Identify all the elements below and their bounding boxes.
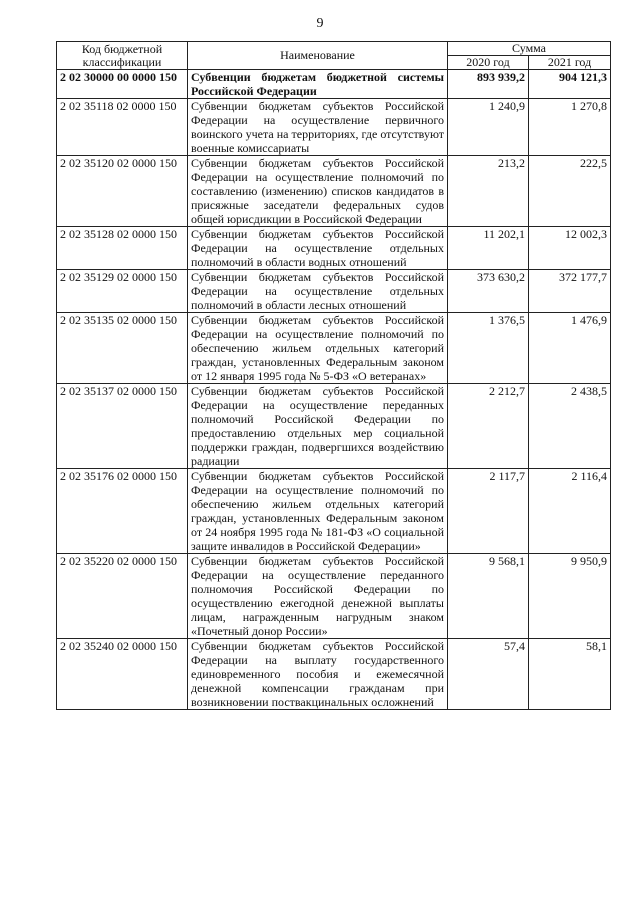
cell-code: 2 02 35118 02 0000 150	[57, 99, 188, 156]
cell-code: 2 02 35240 02 0000 150	[57, 639, 188, 710]
cell-name: Субвенции бюджетам субъектов Российской Федерации на осуществление переданного полномочия Российской Федерации по осуществлению ежегодной денежной выплаты лицам, награжденным нагрудным знаком «Почетный донор России»	[188, 554, 448, 639]
cell-amount-2021: 58,1	[529, 639, 611, 710]
cell-amount-2021: 372 177,7	[529, 270, 611, 313]
cell-name: Субвенции бюджетам субъектов Российской Федерации на выплату государственного единовременного пособия и ежемесячной денежной компенсации гражданам при возникновении поствакцинальных осложнений	[188, 639, 448, 710]
cell-name: Субвенции бюджетам субъектов Российской Федерации на осуществление переданных полномочий Российской Федерации по предоставлению отдельных мер социальной поддержки граждан, подвергшихся воздействию радиации	[188, 384, 448, 469]
cell-name: Субвенции бюджетам субъектов Российской Федерации на осуществление полномочий по составлению (изменению) списков кандидатов в присяжные заседатели федеральных судов общей юрисдикции в Российской Федерации	[188, 156, 448, 227]
cell-code: 2 02 30000 00 0000 150	[57, 70, 188, 99]
cell-code: 2 02 35129 02 0000 150	[57, 270, 188, 313]
table-header-row	[57, 42, 611, 56]
table-row	[57, 469, 611, 554]
cell-amount-2021: 1 270,8	[529, 99, 611, 156]
table-row	[57, 99, 611, 156]
cell-amount-2020: 9 568,1	[448, 554, 529, 639]
cell-amount-2020: 2 117,7	[448, 469, 529, 554]
cell-amount-2020: 11 202,1	[448, 227, 529, 270]
cell-amount-2020: 1 240,9	[448, 99, 529, 156]
table-row	[57, 227, 611, 270]
cell-name: Субвенции бюджетам субъектов Российской Федерации на осуществление отдельных полномочий в области лесных отношений	[188, 270, 448, 313]
table-row	[57, 554, 611, 639]
cell-amount-2020: 2 212,7	[448, 384, 529, 469]
cell-amount-2020: 213,2	[448, 156, 529, 227]
header-name: Наименование	[188, 42, 448, 70]
cell-amount-2020: 1 376,5	[448, 313, 529, 384]
cell-code: 2 02 35176 02 0000 150	[57, 469, 188, 554]
cell-amount-2020: 57,4	[448, 639, 529, 710]
cell-amount-2021: 12 002,3	[529, 227, 611, 270]
cell-amount-2021: 2 116,4	[529, 469, 611, 554]
cell-name: Субвенции бюджетам субъектов Российской Федерации на осуществление полномочий по обеспечению жильем отдельных категорий граждан, установленных Федеральным законом от 24 ноября 1995 года № 181-ФЗ «О социальной защите инвалидов в Российской Федерации»	[188, 469, 448, 554]
table-row	[57, 156, 611, 227]
cell-name: Субвенции бюджетам субъектов Российской Федерации на осуществление первичного воинского учета на территориях, где отсутствуют военные комиссариаты	[188, 99, 448, 156]
cell-code: 2 02 35137 02 0000 150	[57, 384, 188, 469]
cell-amount-2020: 373 630,2	[448, 270, 529, 313]
table-row	[57, 270, 611, 313]
cell-name: Субвенции бюджетам субъектов Российской Федерации на осуществление полномочий по обеспечению жильем отдельных категорий граждан, установленных Федеральным законом от 12 января 1995 года № 5-ФЗ «О ветеранах»	[188, 313, 448, 384]
cell-code: 2 02 35135 02 0000 150	[57, 313, 188, 384]
cell-amount-2021: 2 438,5	[529, 384, 611, 469]
table-row	[57, 639, 611, 710]
cell-code: 2 02 35220 02 0000 150	[57, 554, 188, 639]
cell-code: 2 02 35128 02 0000 150	[57, 227, 188, 270]
header-code: Код бюджетной классификации	[57, 42, 188, 70]
table-row	[57, 384, 611, 469]
table-row	[57, 70, 611, 99]
cell-name: Субвенции бюджетам бюджетной системы Российской Федерации	[188, 70, 448, 99]
cell-amount-2021: 9 950,9	[529, 554, 611, 639]
cell-amount-2021: 1 476,9	[529, 313, 611, 384]
table-body	[57, 70, 611, 710]
cell-amount-2021: 904 121,3	[529, 70, 611, 99]
cell-code: 2 02 35120 02 0000 150	[57, 156, 188, 227]
page-number: 9	[316, 16, 324, 31]
header-year-2021: 2021 год	[529, 56, 611, 70]
header-year-2020: 2020 год	[448, 56, 529, 70]
table-row	[57, 313, 611, 384]
budget-table	[56, 41, 611, 710]
header-sum: Сумма	[448, 42, 611, 56]
cell-name: Субвенции бюджетам субъектов Российской Федерации на осуществление отдельных полномочий в области водных отношений	[188, 227, 448, 270]
cell-amount-2020: 893 939,2	[448, 70, 529, 99]
cell-amount-2021: 222,5	[529, 156, 611, 227]
